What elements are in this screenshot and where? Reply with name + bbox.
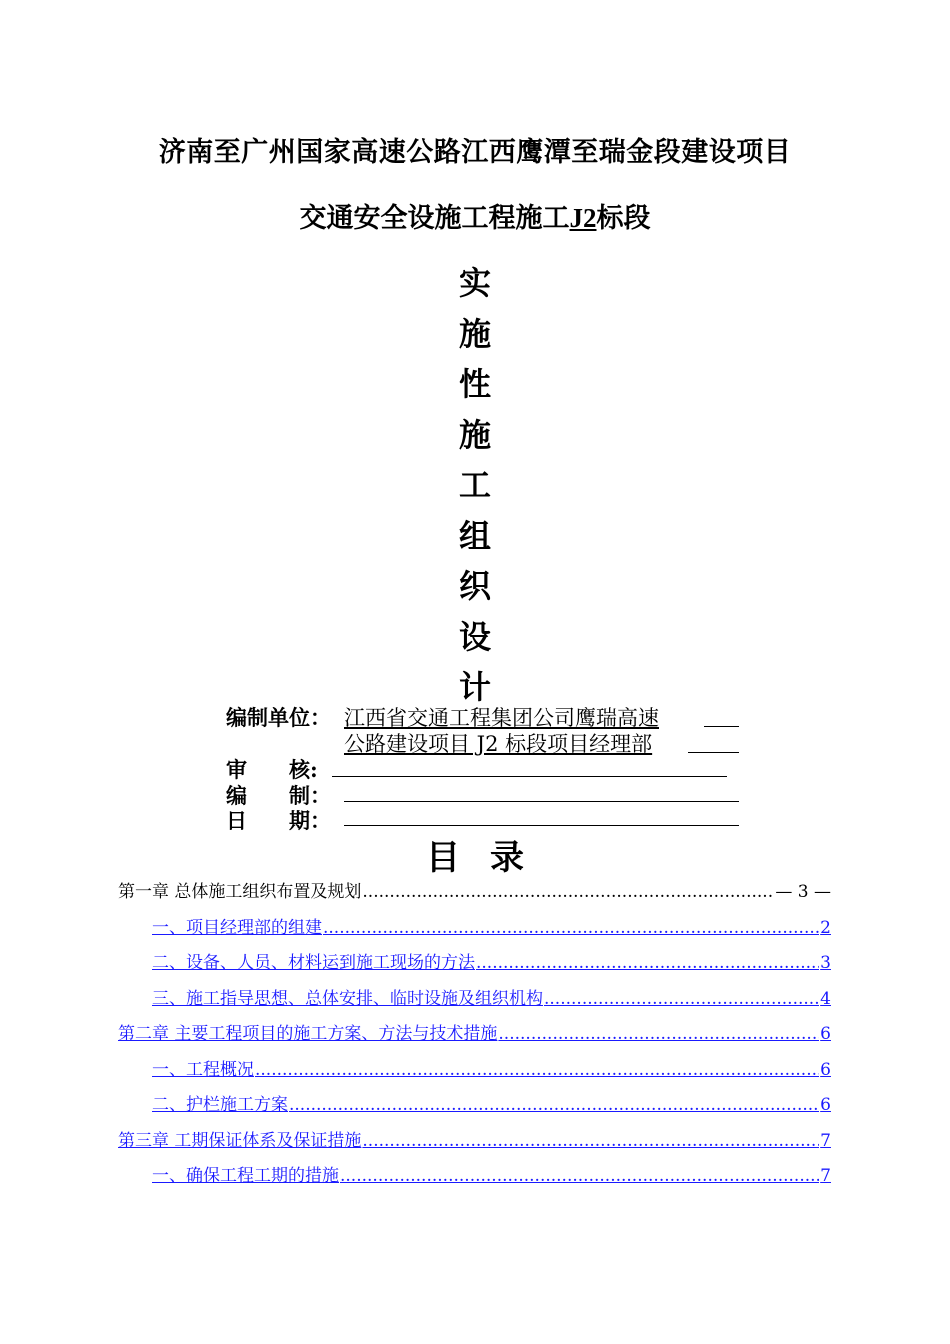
unit-line1-underline bbox=[704, 726, 739, 727]
toc-chapter-row bbox=[118, 877, 831, 902]
toc-entry-text: 一、确保工程工期的措施 bbox=[152, 1166, 339, 1186]
unit-value-line2: 公路建设项目 J2 标段项目经理部 bbox=[344, 732, 653, 756]
toc-entry-text: 一、工程概况 bbox=[152, 1059, 254, 1080]
toc-leader-dots bbox=[476, 953, 819, 973]
vertical-title-char: 织 bbox=[458, 567, 491, 605]
toc-page-number: 6 bbox=[820, 1024, 831, 1044]
review-underline bbox=[332, 776, 727, 777]
toc-section-row[interactable] bbox=[152, 1055, 831, 1080]
toc-page-number: 6 bbox=[820, 1095, 831, 1115]
toc-leader-dots bbox=[544, 989, 819, 1009]
toc-entry-text: 二、护栏施工方案 bbox=[152, 1095, 288, 1115]
toc-page-number: — 3 — bbox=[775, 882, 831, 902]
vertical-title-char: 组 bbox=[458, 516, 491, 555]
title-line2-code: J2 bbox=[569, 203, 597, 233]
review-label: 审 核: bbox=[226, 757, 318, 782]
title-line2-prefix: 交通安全设施工程施工 bbox=[299, 203, 570, 234]
vertical-title-char: 设 bbox=[458, 617, 491, 656]
toc-page-number: 7 bbox=[820, 1166, 831, 1186]
compile-label: 编 制： bbox=[226, 783, 331, 808]
toc-page-number: 3 bbox=[820, 953, 831, 973]
toc-page-number: 2 bbox=[820, 917, 831, 938]
toc-entry-text: 第一章 总体施工组织布置及规划 bbox=[118, 882, 362, 902]
vertical-title-char: 计 bbox=[458, 668, 491, 706]
toc-title: 目录 bbox=[426, 838, 554, 878]
toc-leader-dots bbox=[498, 1024, 819, 1044]
toc-leader-dots bbox=[362, 1131, 819, 1151]
title-line2-suffix: 标段 bbox=[596, 203, 651, 234]
unit-label: 编制单位： bbox=[226, 705, 331, 730]
vertical-title-char: 施 bbox=[458, 415, 491, 454]
document-title-line2 bbox=[0, 196, 950, 235]
toc-entry-text: 三、施工指导思想、总体安排、临时设施及组织机构 bbox=[152, 988, 543, 1009]
toc-section-row[interactable] bbox=[152, 1161, 831, 1186]
vertical-title-char: 实 bbox=[458, 264, 491, 302]
toc-chapter-row[interactable] bbox=[118, 1126, 831, 1151]
toc-section-row[interactable] bbox=[152, 984, 831, 1009]
toc-leader-dots bbox=[255, 1060, 819, 1080]
toc-section-row[interactable] bbox=[152, 913, 831, 938]
unit-line2-underline bbox=[688, 752, 739, 753]
toc-leader-dots bbox=[289, 1095, 819, 1115]
toc-entry-text: 二、设备、人员、材料运到施工现场的方法 bbox=[152, 953, 475, 973]
toc-section-row[interactable] bbox=[152, 948, 831, 973]
document-title-line1: 济南至广州国家高速公路江西鹰潭至瑞金段建设项目 bbox=[158, 137, 792, 168]
toc-entry-text: 第三章 工期保证体系及保证措施 bbox=[118, 1130, 362, 1151]
unit-value-line1: 江西省交通工程集团公司鹰瑞高速 bbox=[344, 706, 659, 730]
date-underline bbox=[344, 825, 739, 826]
vertical-title-char: 施 bbox=[458, 314, 491, 353]
compile-underline bbox=[344, 801, 739, 802]
toc-page-number: 4 bbox=[820, 988, 831, 1009]
toc-page-number: 6 bbox=[820, 1059, 831, 1080]
vertical-title-char: 性 bbox=[458, 365, 491, 403]
date-label: 日 期： bbox=[226, 808, 331, 833]
toc-leader-dots bbox=[340, 1166, 819, 1186]
toc-entry-text: 一、项目经理部的组建 bbox=[152, 917, 322, 938]
vertical-title bbox=[0, 258, 950, 713]
toc-page-number: 7 bbox=[820, 1130, 831, 1151]
toc-leader-dots bbox=[362, 882, 774, 902]
toc-section-row[interactable] bbox=[152, 1090, 831, 1115]
toc-chapter-row[interactable] bbox=[118, 1019, 831, 1044]
vertical-title-char: 工 bbox=[458, 466, 491, 504]
toc-leader-dots bbox=[323, 918, 819, 938]
toc-entry-text: 第二章 主要工程项目的施工方案、方法与技术措施 bbox=[118, 1024, 498, 1044]
